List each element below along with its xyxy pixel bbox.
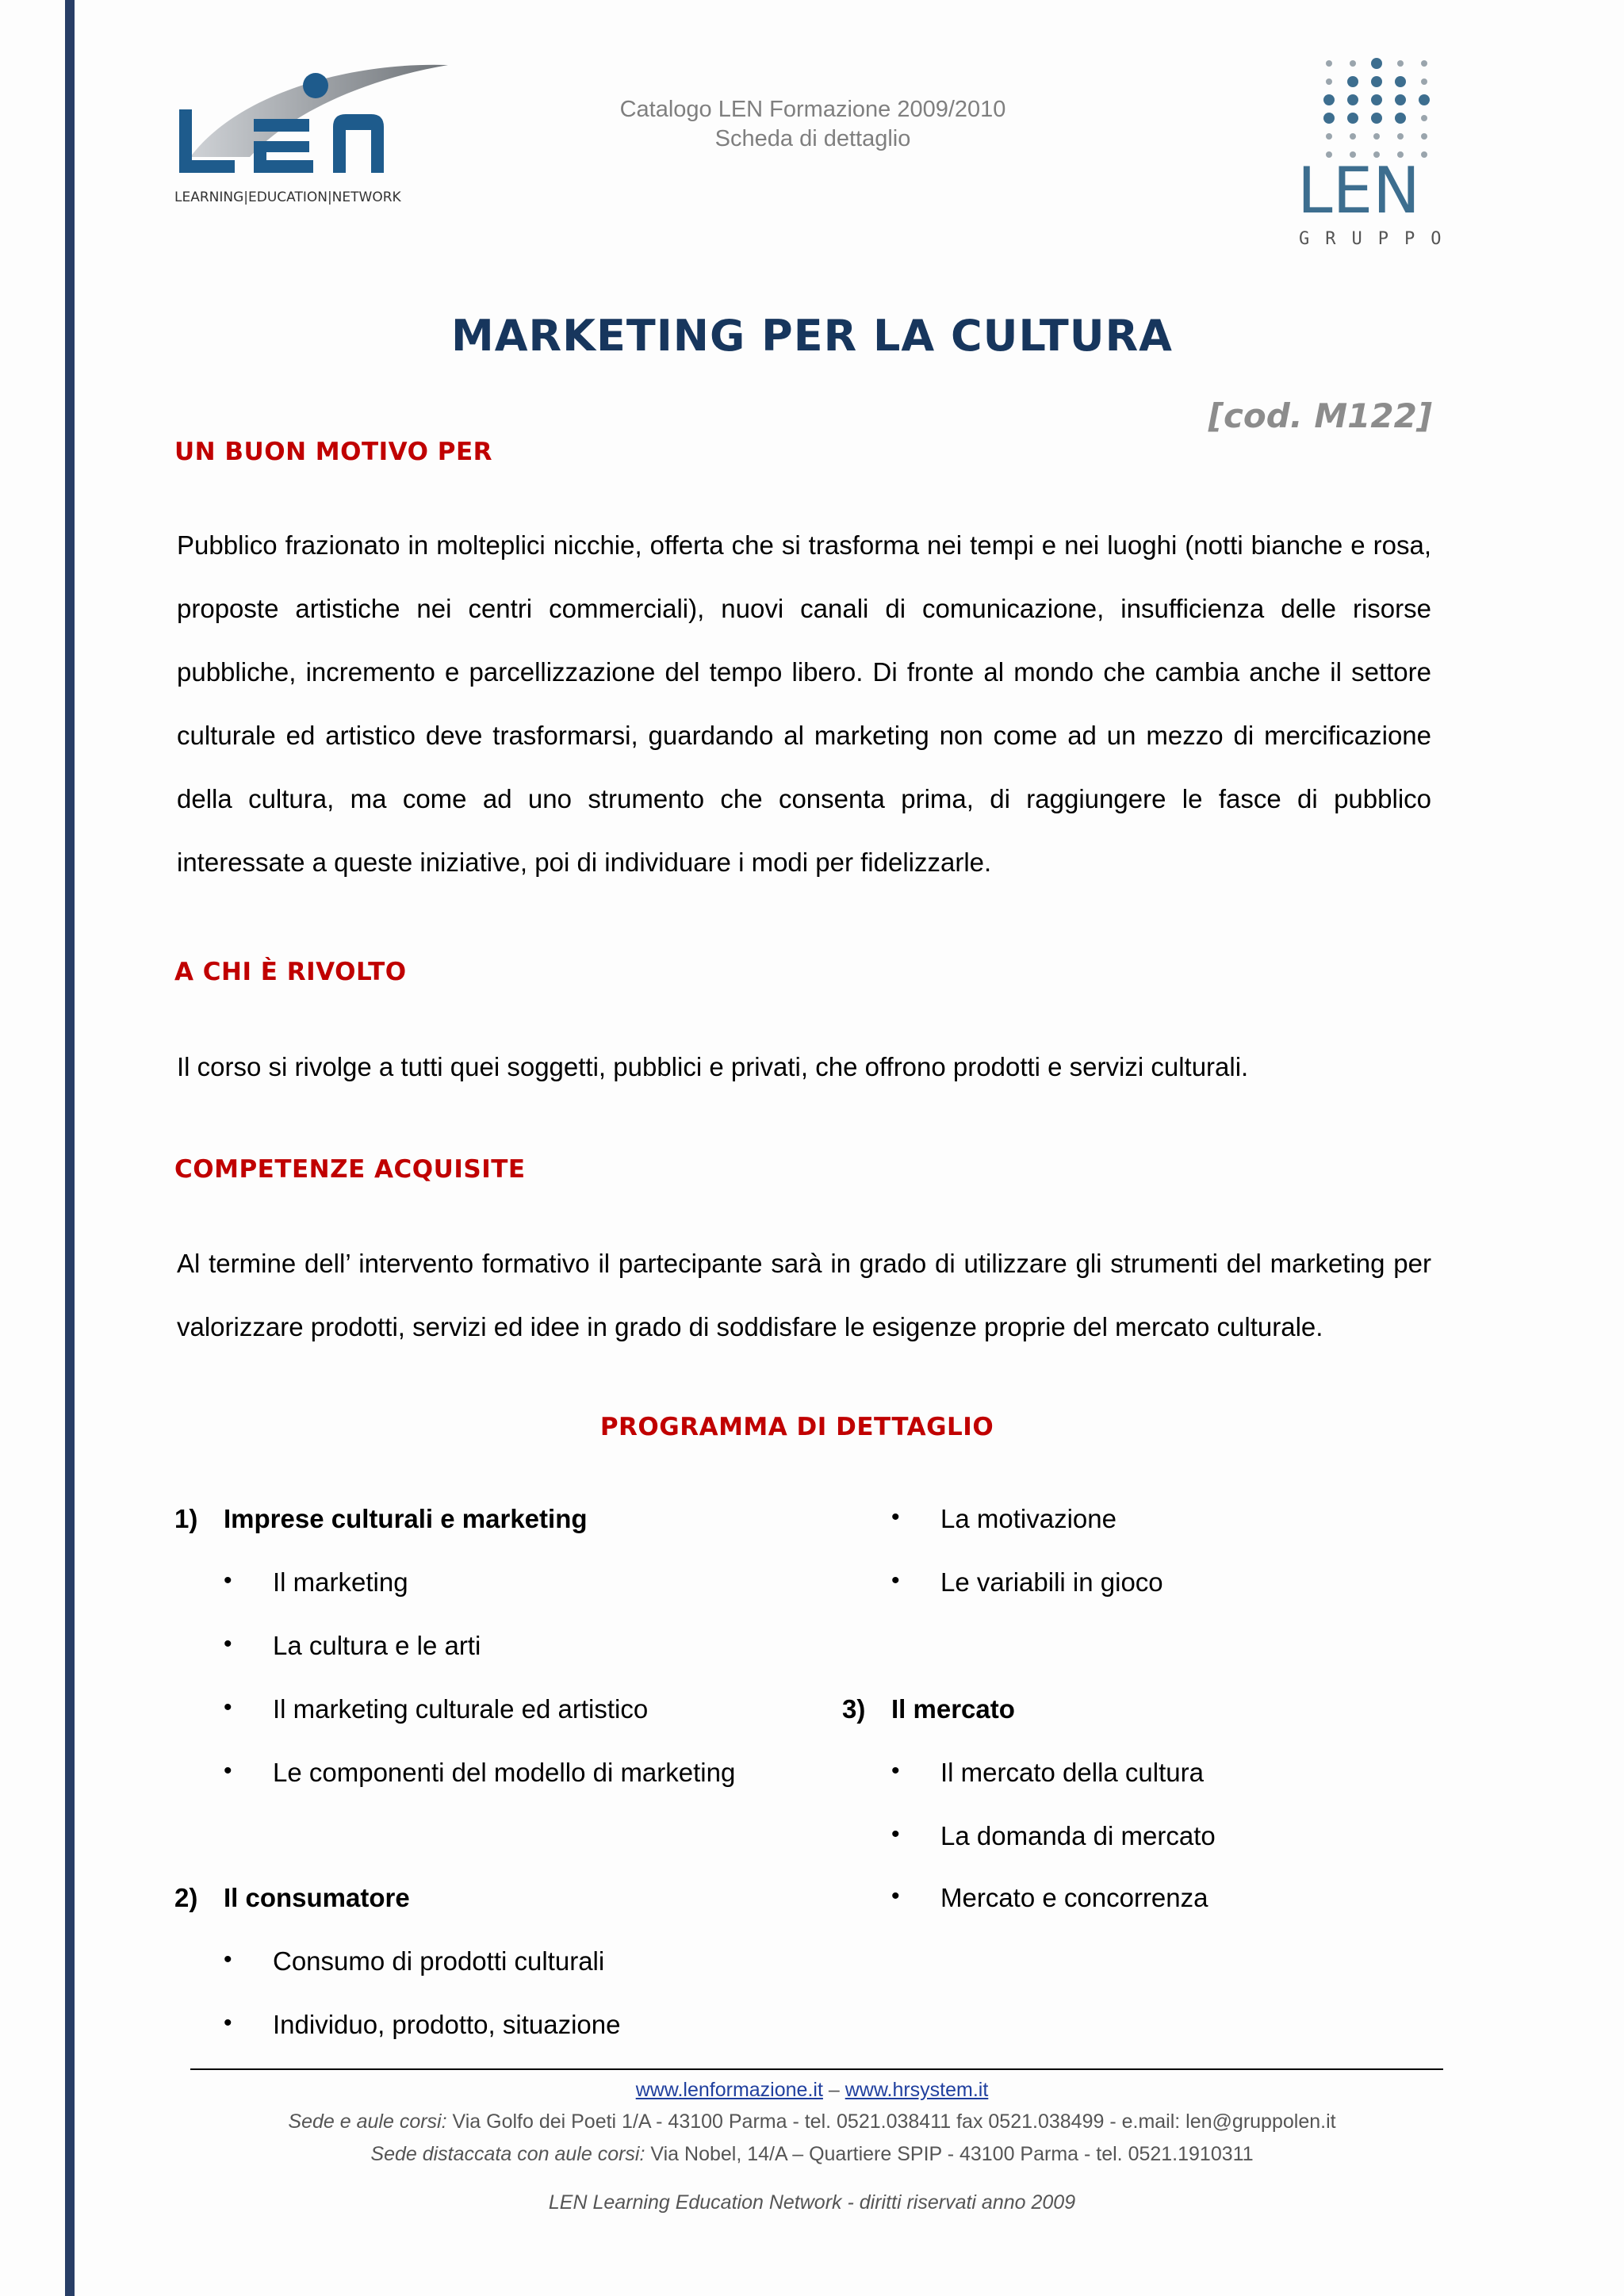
logo-dot	[1421, 60, 1427, 67]
logo-dot	[1326, 60, 1332, 67]
logo-dot	[1350, 60, 1356, 67]
len-logo	[174, 62, 454, 206]
logo-dot	[1371, 76, 1382, 87]
paragraph-competenze: Al termine dell’ intervento formativo il partecipante sarà in grado di utilizzare gli strumenti del marketing per valorizzare prodotti, servizi ed idee in grado di soddisfare le esigenze proprie del mercato culturale.	[177, 1249, 1431, 1341]
list-item: • Consumo di prodotti culturali	[224, 1946, 605, 1976]
module-title: 2) Il consumatore	[174, 1883, 410, 1912]
link-lenformazione[interactable]: www.lenformazione.it	[635, 2079, 823, 2101]
catalog-header	[539, 95, 1086, 154]
footer-rights: LEN Learning Education Network - diritti riservati anno 2009	[548, 2191, 1076, 2214]
logo-dot	[1347, 76, 1358, 87]
logo-dot	[1421, 133, 1427, 140]
footer-sede: Sede e aule corsi: Via Golfo dei Poeti 1/A - 43100 Parma - tel. 0521.038411 fax 0521.038499 - e.mail: len@gruppolen.it	[288, 2110, 1336, 2133]
logo-dot	[1395, 76, 1406, 87]
len-logo-text: LEARNING|EDUCATION|NETWORK	[174, 189, 401, 205]
footer-links	[0, 2079, 1624, 2102]
logo-dot	[1350, 133, 1356, 140]
link-hrsystem[interactable]: www.hrsystem.it	[845, 2079, 989, 2101]
footer-divider	[190, 2068, 1443, 2070]
heading-programma: PROGRAMMA DI DETTAGLIO	[599, 1413, 994, 1441]
len-gruppo-logo	[1293, 54, 1467, 252]
logo-dot	[1347, 94, 1358, 105]
list-item: • La motivazione	[891, 1504, 1116, 1533]
paragraph-buon-motivo: Pubblico frazionato in molteplici nicchie, offerta che si trasforma nei tempi e nei luoghi (notti bianche e rosa, proposte artistiche nei centri commerciali), nuovi canali di comunicazione, insufficienza delle risorse pubbliche, incremento e parcellizzazione del tempo libero. Di fronte al mondo che cambia anche il settore culturale ed artistico deve trasformarsi, guardando al marketing non come ad un mezzo di mercificazione della cultura, ma come ad uno strumento che consenta prima, di raggiungere le fasce di pubblico interessate a queste iniziative, poi di individuare i modi per fidelizzarle.	[177, 530, 1431, 877]
logo-dot	[1421, 115, 1427, 121]
module-title: 1) Imprese culturali e marketing	[174, 1504, 588, 1533]
logo-dot	[1419, 94, 1430, 105]
logo-dot	[1371, 58, 1382, 69]
logo-dot	[1371, 94, 1382, 105]
list-item: • La domanda di mercato	[891, 1821, 1216, 1850]
gruppo-logo-word: LEN	[1297, 154, 1420, 228]
logo-dot	[1323, 113, 1335, 124]
footer-sede-distaccata: Sede distaccata con aule corsi: Via Nobel, 14/A – Quartiere SPIP - 43100 Parma - tel. 0521.1910311	[370, 2143, 1254, 2165]
list-item: • Il marketing	[224, 1567, 408, 1597]
gruppo-logo-sub: GRUPPO	[1299, 229, 1457, 249]
list-item: • Il marketing culturale ed artistico	[224, 1694, 649, 1724]
logo-dot	[1397, 60, 1404, 67]
footer-link-separator: –	[828, 2079, 840, 2101]
logo-dot	[1373, 133, 1380, 140]
list-item: • Le variabili in gioco	[891, 1567, 1163, 1597]
course-code: [cod. M122]	[1208, 396, 1432, 435]
catalog-line-1: Catalogo LEN Formazione 2009/2010	[619, 97, 1006, 122]
heading-buon-motivo: UN BUON MOTIVO PER	[174, 438, 493, 466]
logo-dot	[1397, 133, 1404, 140]
logo-dot	[1326, 133, 1332, 140]
list-item: • Il mercato della cultura	[891, 1758, 1204, 1787]
module-title: 3) Il mercato	[842, 1694, 1015, 1724]
list-item: • Le componenti del modello di marketing	[224, 1758, 736, 1787]
list-item: • La cultura e le arti	[224, 1631, 481, 1660]
logo-dot	[1395, 113, 1406, 124]
logo-dot	[1326, 78, 1332, 85]
logo-dot	[1371, 113, 1382, 124]
catalog-line-2: Scheda di dettaglio	[714, 126, 911, 151]
page-title: MARKETING PER LA CULTURA	[451, 311, 1173, 361]
list-item: • Mercato e concorrenza	[891, 1883, 1208, 1912]
logo-dot	[1421, 78, 1427, 85]
logo-dot	[1395, 94, 1406, 105]
heading-competenze: COMPETENZE ACQUISITE	[174, 1155, 526, 1184]
logo-dot	[1421, 151, 1427, 158]
logo-dot	[1347, 113, 1358, 124]
logo-dot	[1323, 94, 1335, 105]
paragraph-a-chi-rivolto: Il corso si rivolge a tutti quei soggetti, pubblici e privati, che offrono prodotti e servizi culturali.	[177, 1052, 1249, 1081]
heading-a-chi-rivolto: A CHI È RIVOLTO	[174, 958, 407, 986]
list-item: • Individuo, prodotto, situazione	[224, 2010, 621, 2039]
